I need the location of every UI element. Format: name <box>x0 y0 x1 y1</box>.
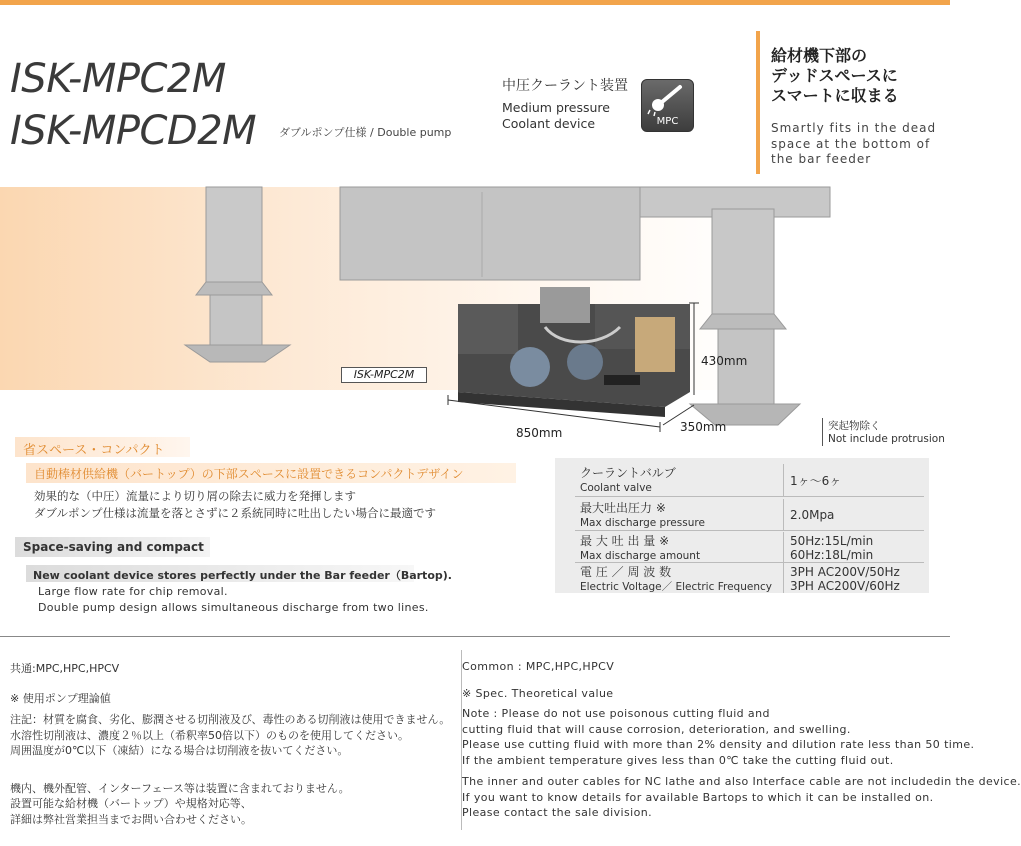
spec-value: 1ヶ〜6ヶ <box>790 474 842 488</box>
info-jp-line3: 詳細は弊社営業担当までお問い合わせください。 <box>10 812 252 826</box>
spec-row-voltage <box>575 563 924 593</box>
product-illustration <box>0 187 950 447</box>
protrusion-note-en: Not include protrusion <box>828 433 945 445</box>
feature-subheading-jp: 自動棒材供給機（バートップ）の下部スペースに設置できるコンパクトデザイン <box>34 467 464 481</box>
spec-label-en: Max discharge amount <box>580 550 701 562</box>
device-type-en <box>502 100 610 132</box>
width-dimension: 850mm <box>516 426 563 440</box>
notes-jp <box>10 660 450 827</box>
mpc-badge <box>641 79 694 132</box>
depth-dimension: 350mm <box>680 420 727 434</box>
info-en-line2: If you want to know details for available Bartops to which it can be installed on. <box>462 790 934 804</box>
spec-label-jp: 電 圧 ／ 周 波 数 <box>580 565 672 579</box>
protrusion-note-jp: 突起物除く <box>828 420 881 432</box>
spec-label-en: Electric Voltage／ Electric Frequency <box>580 581 772 593</box>
feature-heading-jp-box <box>15 437 190 457</box>
coolant-unit <box>458 287 690 417</box>
feature-heading-en-box <box>15 537 210 557</box>
model-subtitle: ダブルポンプ仕様 / Double pump <box>279 126 452 139</box>
feature-heading-en: Space-saving and compact <box>23 540 204 554</box>
caution-jp-line1: 注記：材質を腐食、劣化、膨潤させる切削液及び、毒性のある切削液は使用できません。 <box>10 713 451 726</box>
spec-label-jp: 最大吐出圧力 ※ <box>580 501 666 515</box>
feature-heading-jp: 省スペース・コンパクト <box>23 443 165 458</box>
catchphrase-jp-line3: スマートに収まる <box>771 86 899 105</box>
catchphrase-jp-line1: 給材機下部の <box>771 46 868 65</box>
feature-body-en <box>38 584 429 616</box>
info-jp-line1: 機内、機外配管、インターフェース等は装置に含まれておりません。 <box>10 781 350 795</box>
info-en <box>462 774 1021 821</box>
spec-value: 3PH AC200V/50Hz <box>790 565 900 579</box>
info-jp <box>10 781 450 828</box>
device-type-en-line2: Coolant device <box>502 116 596 131</box>
spec-table <box>555 458 929 593</box>
caution-jp-line2: 水溶性切削液は、濃度２％以上（希釈率50倍以下）のものを使用してください。 <box>10 728 409 742</box>
note-rule <box>822 418 823 446</box>
spec-label-jp: 最 大 吐 出 量 ※ <box>580 534 670 548</box>
info-jp-line2: 設置可能な給材機（バートップ）や規格対応等、 <box>10 797 252 810</box>
top-accent-bar <box>0 0 950 5</box>
info-en-line1: The inner and outer cables for NC lathe and also Interface cable are not includedin the device. <box>462 775 1021 788</box>
common-models-jp: 共通:MPC,HPC,HPCV <box>10 662 120 675</box>
spec-row-max-pressure <box>575 499 924 531</box>
feature-subheading-en: New coolant device stores perfectly under the Bar feeder（Bartop). <box>33 569 452 582</box>
spec-value: 2.0Mpa <box>790 508 835 522</box>
spec-value: 50Hz:15L/min <box>790 534 874 548</box>
device-type-jp: 中圧クーラント装置 <box>502 78 628 94</box>
caution-en-line1: Note : Please do not use poisonous cutting fluid and <box>462 707 770 720</box>
feature-body-jp <box>34 488 436 522</box>
caution-en <box>462 706 1021 768</box>
caution-jp <box>10 712 450 759</box>
spec-row-coolant-valve <box>575 464 924 497</box>
notes-en <box>462 660 1021 821</box>
height-dimension: 430mm <box>701 354 748 368</box>
model-title-mpc2m: ISK-MPC2M <box>10 56 226 102</box>
common-models-en: Common : MPC,HPC,HPCV <box>462 660 615 673</box>
caution-en-line3: Please use cutting fluid with more than 2% density and dilution rate less than 50 time. <box>462 738 975 751</box>
catchphrase-en <box>771 121 936 168</box>
spec-label-jp: クーラントバルブ <box>580 466 676 480</box>
info-en-line3: Please contact the sale division. <box>462 806 652 819</box>
model-tag: ISK-MPC2M <box>341 367 427 383</box>
model-title-mpcd2m: ISK-MPCD2M <box>10 108 257 154</box>
nozzle-icon <box>642 80 693 120</box>
catch-accent-rule <box>756 31 760 174</box>
catchphrase-en-line2: space at the bottom of <box>771 136 931 151</box>
feature-body-en-line2: Double pump design allows simultaneous discharge from two lines. <box>38 601 429 614</box>
spec-value: 60Hz:18L/min <box>790 548 874 562</box>
caution-en-line2: cutting fluid that will cause corrosion, deterioration, and swelling. <box>462 722 851 736</box>
section-divider <box>0 636 950 637</box>
feature-body-en-line1: Large flow rate for chip removal. <box>38 585 228 598</box>
spec-label-en: Coolant valve <box>580 482 652 494</box>
feature-body-jp-line2: ダブルポンプ仕様は流量を落とさずに２系統同時に吐出したい場合に最適です <box>34 506 437 520</box>
catchphrase-en-line1: Smartly fits in the dead <box>771 121 937 135</box>
theory-note-jp: ※ 使用ポンプ理論値 <box>10 692 111 705</box>
feature-body-jp-line1: 効果的な（中圧）流量により切り屑の除去に威力を発揮します <box>34 489 356 503</box>
theory-note-en: ※ Spec. Theoretical value <box>462 687 614 700</box>
catchphrase-jp <box>771 46 899 106</box>
device-type-en-line1: Medium pressure <box>502 100 610 115</box>
caution-jp-line3: 周囲温度が0℃以下（凍結）になる場合は切削液を抜いてください。 <box>10 744 349 757</box>
mpc-badge-label: MPC <box>656 116 679 127</box>
feature-subheading-jp-box <box>26 463 516 483</box>
spec-value: 3PH AC200V/60Hz <box>790 579 900 593</box>
spec-row-max-amount <box>575 532 924 563</box>
spec-label-en: Max discharge pressure <box>580 517 705 529</box>
catchphrase-jp-line2: デッドスペースに <box>771 66 898 85</box>
feature-subheading-en-box <box>26 565 452 582</box>
caution-en-line4: If the ambient temperature gives less than 0℃ take the cutting fluid out. <box>462 753 894 767</box>
catchphrase-en-line3: the bar feeder <box>771 152 872 166</box>
